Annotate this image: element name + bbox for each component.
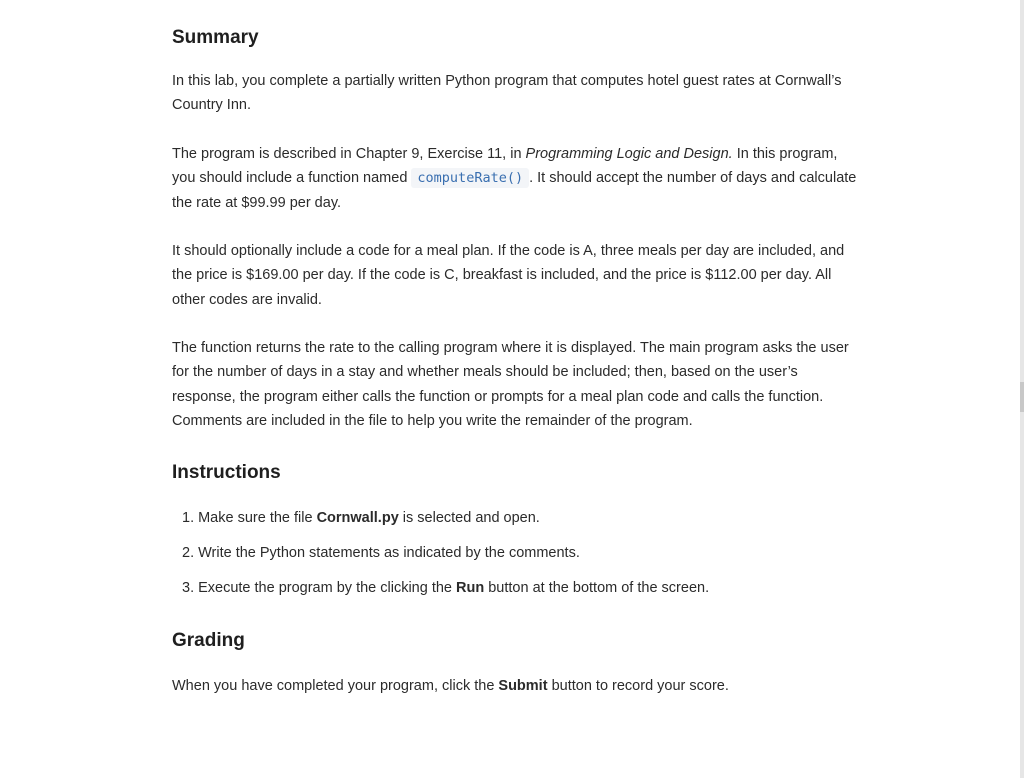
submit-label: Submit: [498, 678, 548, 694]
book-title: Programming Logic and Design.: [525, 146, 733, 162]
instructions-list: [172, 506, 709, 611]
p2-text-b: In this program, you should include a function named: [172, 146, 838, 187]
p2-text-c: . It should accept the number of days and calculate the rate at $99.99 per day.: [172, 170, 857, 211]
grading-heading: Grading: [172, 630, 245, 651]
grading-paragraph: [172, 674, 729, 698]
function-name-code: computeRate(): [411, 168, 529, 188]
step-number: 3.: [182, 580, 195, 596]
step-number: 1.: [182, 510, 195, 526]
summary-paragraph-2: [172, 142, 862, 215]
grading-text-pre: When you have completed your program, click the: [172, 678, 499, 694]
summary-paragraph-4: The function returns the rate to the calling program where it is displayed. The main program asks the user for the number of days in a stay and whether meals should be included; then, based on the user’s response, the program either calls the function or prompts for a meal plan code and calls the function. Comments are included in the file to help you write the remainder of the program.: [172, 340, 849, 429]
scrollbar-thumb[interactable]: [1020, 382, 1024, 412]
p2-text-a: The program is described in Chapter 9, Exercise 11, in: [172, 146, 526, 162]
step-text-post: button at the bottom of the screen.: [484, 580, 710, 596]
step-text-post: is selected and open.: [398, 510, 540, 526]
run-label: Run: [456, 580, 485, 596]
instruction-step-1: [172, 506, 709, 541]
step-text-pre: Make sure the file: [198, 510, 317, 526]
instruction-step-3: [172, 576, 709, 611]
summary-paragraph-3: It should optionally include a code for a meal plan. If the code is A, three meals per day are included, and the price is $169.00 per day. If the code is C, breakfast is included, and the price is $112.00 per day. All other codes are invalid.: [172, 243, 845, 308]
summary-paragraph-1: In this lab, you complete a partially written Python program that computes hotel guest rates at Cornwall’s Country Inn.: [172, 73, 842, 114]
step-text: Write the Python statements as indicated by the comments.: [198, 545, 580, 561]
instruction-step-2: [172, 541, 709, 576]
grading-text-post: button to record your score.: [547, 678, 729, 694]
file-name: Cornwall.py: [316, 510, 399, 526]
instructions-heading: Instructions: [172, 462, 281, 483]
summary-heading: Summary: [172, 27, 259, 48]
step-number: 2.: [182, 545, 195, 561]
step-text-pre: Execute the program by the clicking the: [198, 580, 457, 596]
